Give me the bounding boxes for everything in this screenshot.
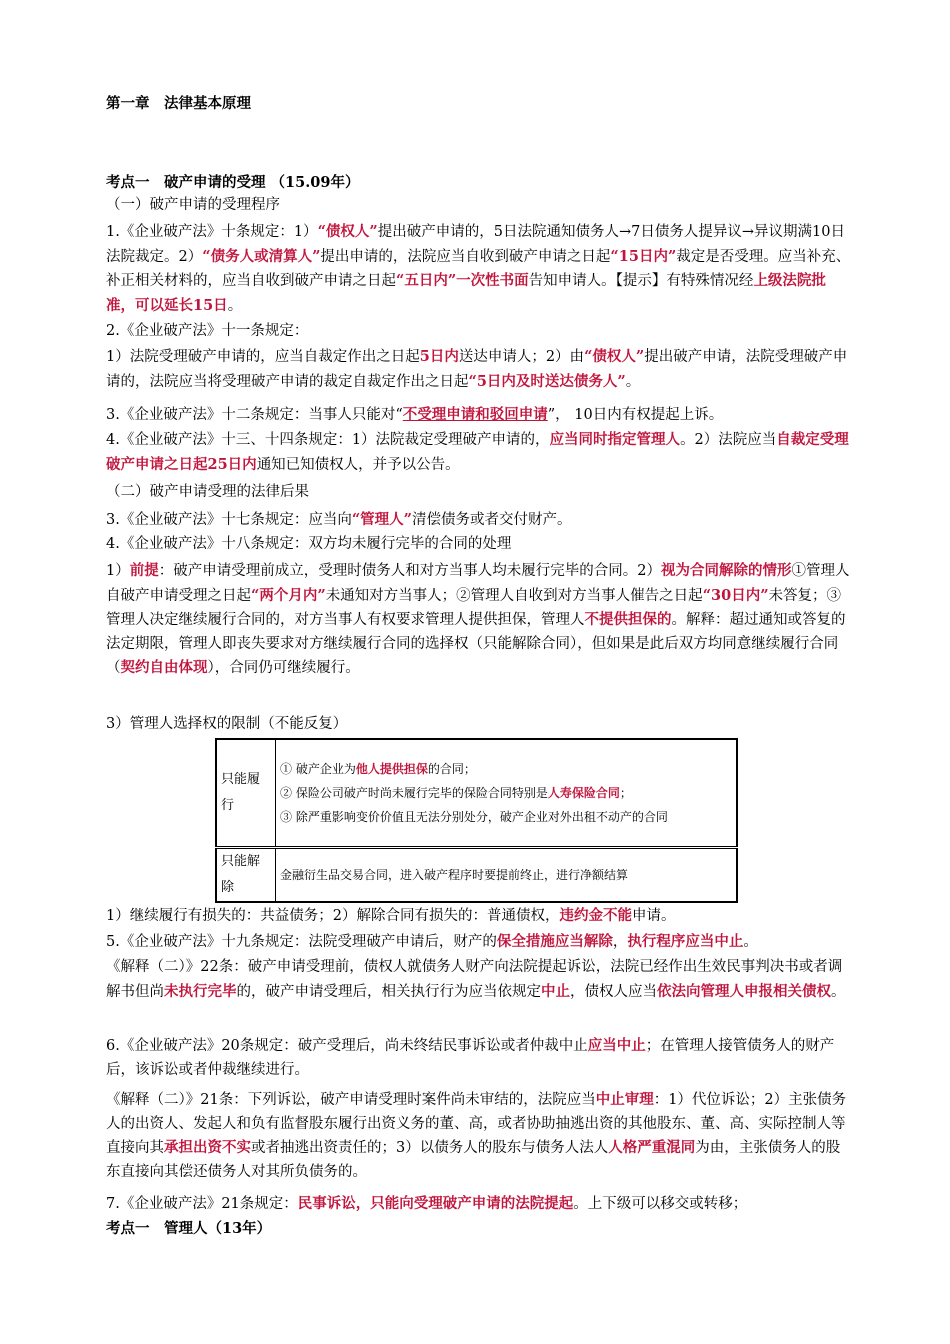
list-item: ② 保险公司破产时尚未履行完毕的保险合同特别是人寿保险合同； — [280, 786, 632, 800]
paragraph-article11-heading: 2.《企业破产法》十一条规定： — [106, 323, 309, 339]
paragraph-interpretation-22: 《解释（二）》22条：破产申请受理前，债权人就债务人财产向法院提起诉讼，法院已经作出生效民事判决书或者调解书但尚未执行完毕的，破产申请受理后，相关执行行为应当依规定中止，债权人应当依法向管理人申报相关债权。 — [106, 959, 846, 1000]
paragraph-bankruptcy-filing: 1.《企业破产法》十条规定：1）“债权人”提出破产申请的，5日法院通知债务人→7日债务人提异议→异议期满10日法院裁定。2）“债务人或清算人”提出申请的，法院应当自收到破产申请之日起“15日内”裁定是否受理。应当补充、补正相关材料的，应当自收到破产申请之日起“五日内”一次性书面告知申请人。【提示】有特殊情况经上级法院批准，可以延长15日。 — [106, 223, 851, 314]
table-row — [216, 848, 737, 903]
paragraph-article12: 3.《企业破产法》十二条规定：当事人只能对“不受理申请和驳回申请”， 10日内有权提起上诉。 — [106, 406, 724, 423]
table-row — [216, 739, 737, 848]
row-label-must-perform: 只能履行 — [216, 739, 276, 848]
paragraph-article17: 3.《企业破产法》十七条规定：应当向“管理人”清偿债务或者交付财产。 — [106, 511, 572, 528]
paragraph-loss-treatment: 1）继续履行有损失的：共益债务；2）解除合同有损失的：普通债权，违约金不能申请。 — [106, 907, 676, 924]
paragraph-selection-limit: 3）管理人选择权的限制（不能反复） — [106, 716, 348, 732]
row-content-must-perform — [276, 739, 738, 848]
section2-heading: （二）破产申请受理的法律后果 — [106, 484, 309, 500]
row-label-must-terminate: 只能解除 — [216, 848, 276, 903]
contract-option-table — [215, 738, 738, 903]
section1-heading: （一）破产申请的受理程序 — [106, 197, 280, 213]
paragraph-article19: 5.《企业破产法》十九条规定：法院受理破产申请后，财产的保全措施应当解除，执行程序应当中止。 — [106, 933, 758, 950]
paragraph-article18-heading: 4.《企业破产法》十八条规定：双方均未履行完毕的合同的处理 — [106, 536, 512, 552]
paragraph-article18: 1）前提：破产申请受理前成立，受理时债务人和对方当事人均未履行完毕的合同。2）视为合同解除的情形①管理人自破产申请受理之日起“两个月内”未通知对方当事人；②管理人自收到对方当事人催告之日起“30日内”未答复；③管理人决定继续履行合同的，对方当事人有权要求管理人提供担保，管理人不提供担保的。解释：超过通知或答复的法定期限，管理人即丧失要求对方继续履行合同的选择权（只能解除合同），但如果是此后双方均同意继续履行合同（契约自由体现），合同仍可继续履行。 — [106, 562, 850, 676]
paragraph-interpretation-21: 《解释（二）》21条：下列诉讼，破产申请受理时案件尚未审结的，法院应当中止审理：1）代位诉讼；2）主张债务人的出资人、发起人和负有监督股东履行出资义务的董、高，或者协助抽逃出资的其他股东、董、高、实际控制人等直接向其承担出资不实或者抽逃出资责任的；3）以债务人的股东与债务人法人人格严重混同为由，主张债务人的股东直接向其偿还债务人对其所负债务的。 — [106, 1091, 847, 1180]
list-item: ③ 除严重影响变价价值且无法分别处分，破产企业对外出租不动产的合同 — [280, 810, 668, 824]
point2-title: 考点一 管理人（13年） — [106, 1220, 272, 1237]
paragraph-article11: 1）法院受理破产申请的，应当自裁定作出之日起5日内送达申请人；2）由“债权人”提出破产申请，法院受理破产申请的，法院应当将受理破产申请的裁定自裁定作出之日起“5日内及时送达债务人”。 — [106, 348, 848, 390]
list-item: ① 破产企业为他人提供担保的合同； — [280, 762, 476, 776]
paragraph-article20: 6.《企业破产法》20条规定：破产受理后，尚未终结民事诉讼或者仲裁中止应当中止；在管理人接管债务人的财产后，该诉讼或者仲裁继续进行。 — [106, 1037, 835, 1078]
chapter-title: 第一章 法律基本原理 — [106, 95, 251, 112]
paragraph-article21: 7.《企业破产法》21条规定：民事诉讼，只能向受理破产申请的法院提起。上下级可以移交或转移； — [106, 1195, 748, 1212]
row-content-must-terminate: 金融衍生品交易合同，进入破产程序时要提前终止，进行净额结算 — [276, 848, 738, 903]
paragraph-article13-14: 4.《企业破产法》十三、十四条规定：1）法院裁定受理破产申请的，应当同时指定管理人。2）法院应当自裁定受理破产申请之日起25日内通知已知债权人，并予以公告。 — [106, 431, 849, 473]
point1-title: 考点一 破产申请的受理 （15.09年） — [106, 174, 360, 191]
